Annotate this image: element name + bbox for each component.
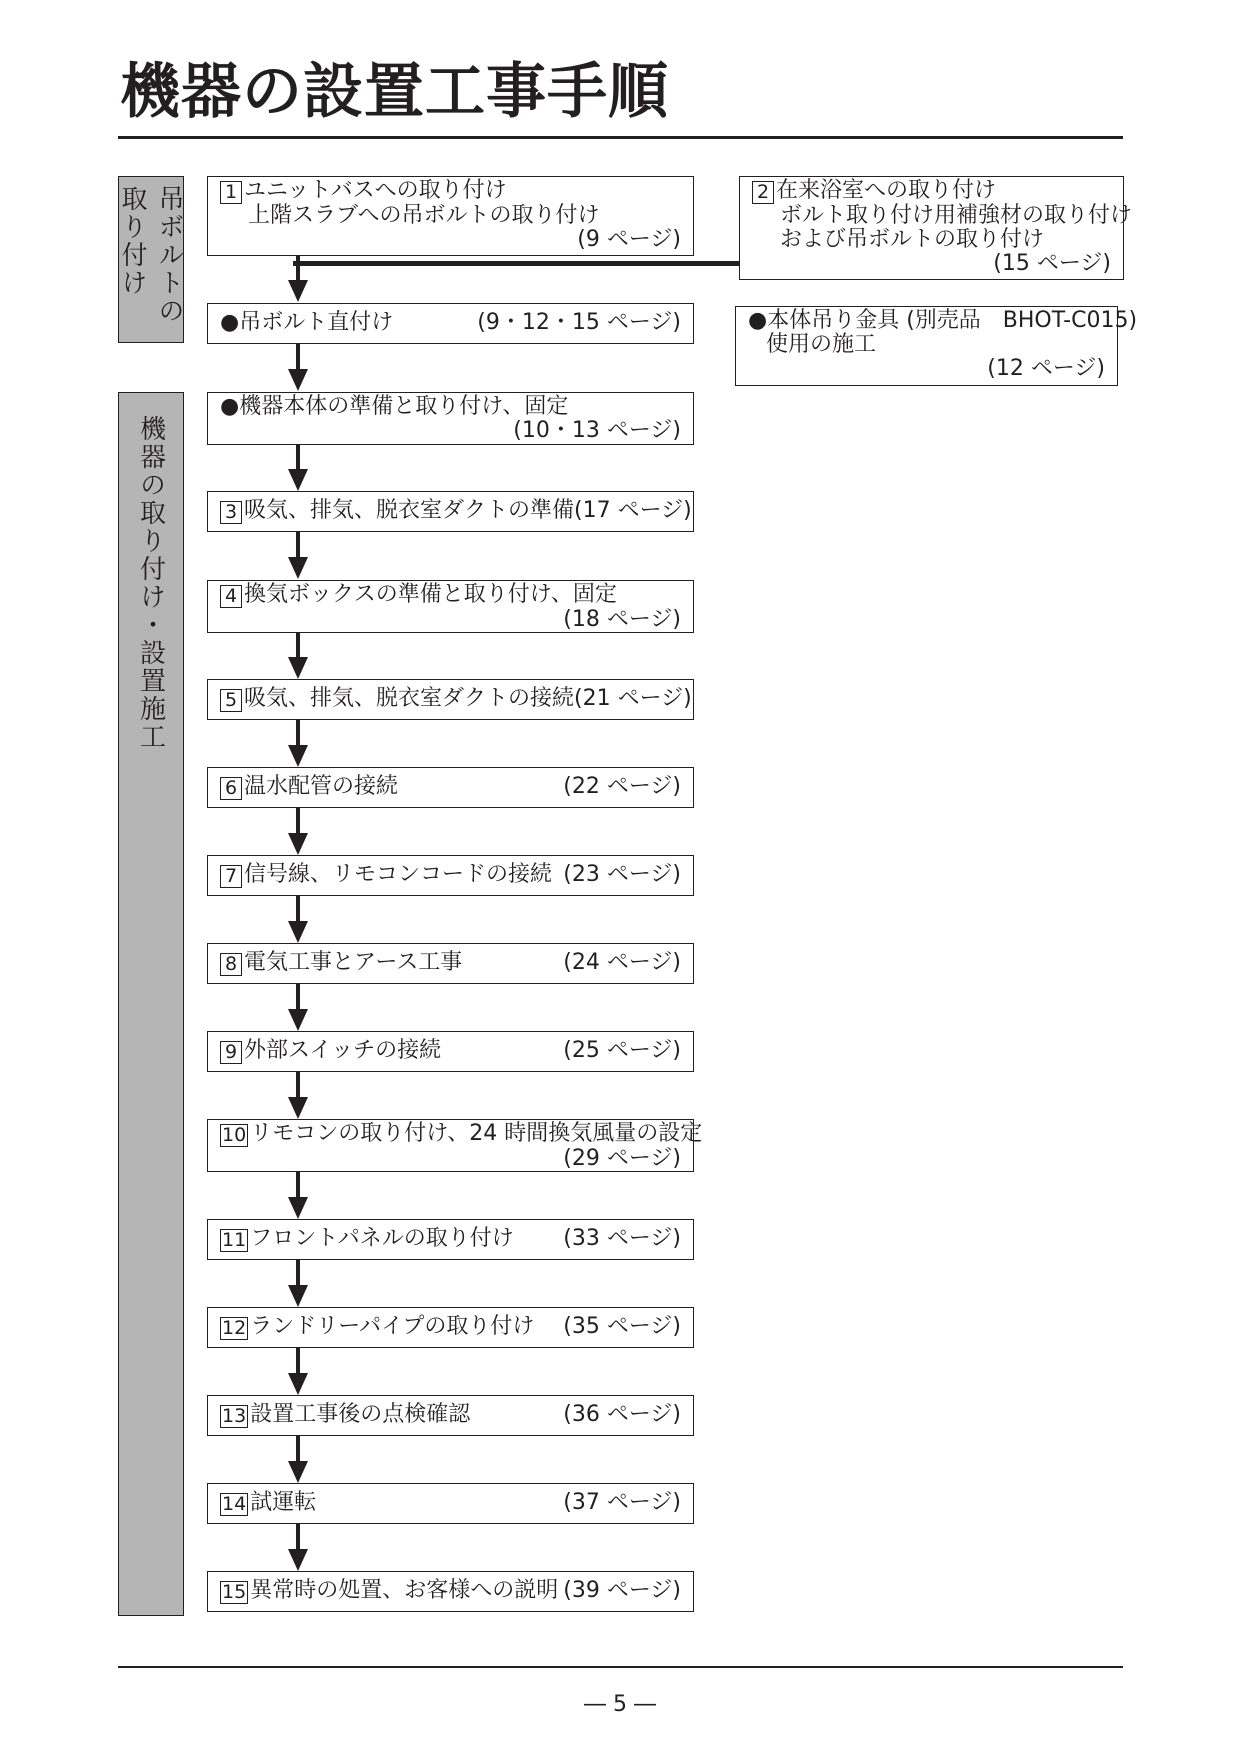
step-box-6: 6 温水配管の接続 (22 ページ) (207, 767, 694, 808)
flow-arrow (291, 896, 305, 943)
step-box-13: 13 設置工事後の点検確認 (36 ページ) (207, 1395, 694, 1436)
flow-arrow (291, 1072, 305, 1119)
step-box-8: 8 電気工事とアース工事 (24 ページ) (207, 943, 694, 984)
flow-arrow (291, 1172, 305, 1219)
flow-arrow (291, 633, 305, 679)
step-box-7: 7 信号線、リモコンコードの接続 (23 ページ) (207, 855, 694, 896)
flow-arrow (291, 532, 305, 580)
page-title: 機器の設置工事手順 (120, 57, 669, 127)
step-box-15: 15 異常時の処置、お客様への説明 (39 ページ) (207, 1571, 694, 1612)
step-box-4: 4 換気ボックスの準備と取り付け、固定 (18 ページ) (207, 580, 694, 633)
flow-arrow (291, 808, 305, 855)
flow-arrow (291, 445, 305, 491)
connector-line (293, 261, 739, 266)
step-box-direct-bolt: ●吊ボルト直付け (9・12・15 ページ) (207, 303, 694, 344)
step-number: 1 (220, 181, 242, 204)
step-box-prepare: ●機器本体の準備と取り付け、固定 (10・13 ページ) (207, 392, 694, 445)
step-number: 2 (752, 181, 774, 204)
step-box-14: 14 試運転 (37 ページ) (207, 1483, 694, 1524)
side-label-install: 機器の取り付け・設置施工 (118, 392, 184, 1616)
flow-arrow (291, 344, 305, 392)
step-box-9: 9 外部スイッチの接続 (25 ページ) (207, 1031, 694, 1072)
flow-arrow (291, 256, 305, 303)
flow-arrow (291, 1524, 305, 1571)
step-box-hanger: ●本体吊り金具 (別売品 BHOT-C015) 使用の施工 (12 ページ) (735, 306, 1118, 386)
flow-arrow (291, 1436, 305, 1483)
flow-arrow (291, 1348, 305, 1395)
step-box-2: 2 在来浴室への取り付け ボルト取り付け用補強材の取り付け および吊ボルトの取り付け (15 ページ) (739, 176, 1124, 280)
flow-arrow (291, 984, 305, 1031)
step-box-3: 3 吸気、排気、脱衣室ダクトの準備 (17 ページ) (207, 491, 694, 532)
flow-arrow (291, 1260, 305, 1307)
step-box-5: 5 吸気、排気、脱衣室ダクトの接続 (21 ページ) (207, 679, 694, 720)
step-box-10: 10 リモコンの取り付け、24 時間換気風量の設定 (29 ページ) (207, 1119, 694, 1172)
step-box-12: 12 ランドリーパイプの取り付け (35 ページ) (207, 1307, 694, 1348)
side-label-hang-bolt: 吊ボルトの取り付け (118, 176, 184, 343)
step-box-11: 11 フロントパネルの取り付け (33 ページ) (207, 1219, 694, 1260)
step-box-1: 1 ユニットバスへの取り付け 上階スラブへの吊ボルトの取り付け (9 ページ) (207, 176, 694, 256)
title-underline (118, 136, 1123, 139)
flow-arrow (291, 720, 305, 767)
footer-rule (118, 1666, 1123, 1668)
page-number: ― 5 ― (584, 1692, 656, 1717)
